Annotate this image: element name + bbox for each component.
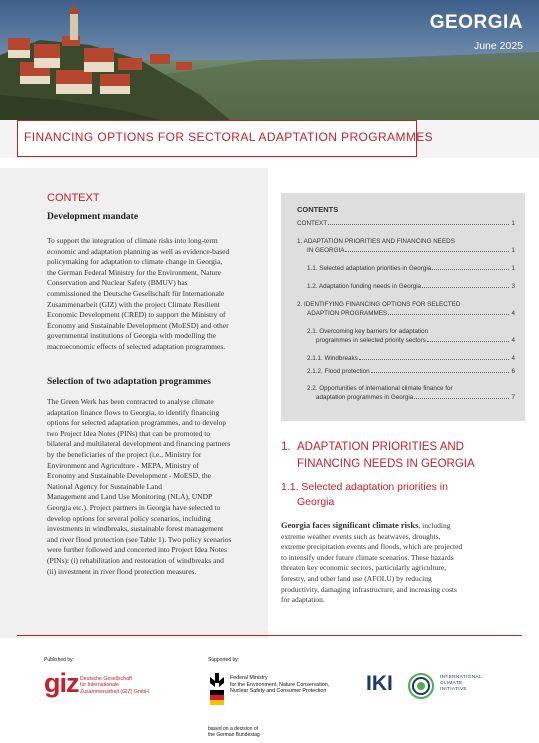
country-label: GEORGIA [429, 12, 523, 33]
iki-subtitle [440, 675, 482, 694]
publication-date: June 2025 [473, 40, 523, 52]
contents-item-label: 2. IDENTIFYING FINANCING OPTIONS FOR SELECTED [297, 301, 461, 308]
iki-subtitle-line: CLIMATE [440, 681, 463, 687]
contents-item[interactable] [307, 264, 515, 273]
contents-item[interactable] [307, 367, 515, 376]
mandate-line: Conservation and Nuclear Safety (BMUV) has [47, 278, 188, 288]
contents-title: CONTENTS [297, 205, 339, 214]
mandate-line: governmental institutions of Georgia with modelling the [47, 331, 217, 341]
paragraph-line: forestry, and other land use (AFOLU) by reducing [281, 573, 432, 583]
mandate-line: Economic Development (CRED) to support the Ministry of [47, 310, 226, 320]
supported-by-label: Supported by: [208, 657, 240, 663]
mandate-paragraph [47, 236, 261, 353]
selection-line: investments in windbreaks, sustainable forest management [47, 524, 224, 534]
paragraph-line: threaten key economic sectors, particularly agriculture, [281, 563, 447, 573]
paragraph-line: for adaptation. [281, 595, 325, 605]
subsection-1-1-line1: 1.1. Selected adaptation priorities in [281, 481, 448, 493]
bundestag-line: the German Bundestag [208, 732, 260, 739]
section-1-number: 1. [281, 441, 291, 453]
contents-item[interactable] [297, 237, 515, 255]
contents-item-label: 2.1. Overcoming key barriers for adaptation [307, 328, 429, 335]
contents-page-number: 6 [511, 368, 515, 375]
subsection-1-1-line2: Georgia [297, 496, 335, 508]
selection-line: develop options for several policy scenarios, including [47, 513, 211, 523]
contents-page-number: 7 [511, 394, 515, 402]
contents-page-number: 3 [511, 283, 515, 290]
selection-heading: Selection of two adaptation programmes [47, 377, 211, 387]
selection-line: National Agency for Sustainable Land [47, 481, 162, 491]
contents-item[interactable] [297, 219, 515, 228]
contents-item-label: 2.2. Opportunities of international climate finance for [307, 385, 453, 392]
giz-organisation [80, 676, 149, 695]
contents-item-label: programmes in selected priority sectors [316, 337, 426, 345]
selection-paragraph [47, 397, 261, 577]
contents-box [281, 193, 525, 421]
iki-circle-icon [406, 671, 436, 701]
iki-logo: IKI [366, 672, 393, 695]
contents-item-label: CONTEXT [297, 220, 328, 227]
contents-item-label: 1. ADAPTATION PRIORITIES AND FINANCING NEEDS [297, 238, 455, 245]
paragraph-line: productivity, damaging infrastructure, and increasing costs [281, 584, 457, 594]
paragraph-body [281, 532, 497, 606]
mandate-line: Economy and Sustainable Development (MoESD) and other [47, 320, 229, 330]
selection-line: Economy and Sustainable Development - MoESD, the [47, 471, 211, 481]
footer-divider [17, 635, 522, 636]
contents-item[interactable] [307, 354, 515, 363]
contents-item-label: adaptation programmes in Georgia [316, 394, 414, 402]
contents-leader [414, 393, 509, 399]
selection-line: Management and Land Use Monitoring (NLA), UNDP [47, 492, 213, 502]
contents-leader [388, 309, 509, 315]
published-by-label: Published by: [44, 657, 75, 663]
selection-line: bilateral and multilateral development and financing partners [47, 439, 231, 449]
page-title: FINANCING OPTIONS FOR SECTORAL ADAPTATION PROGRAMMES [24, 130, 434, 144]
contents-page-number: 1 [511, 265, 515, 272]
selection-line: adaptation finance flows to Georgia, to identify financing [47, 407, 220, 417]
selection-line: Georgia etc.). Project partners in Georgia have selected to [47, 502, 221, 512]
contents-leader [328, 219, 509, 225]
contents-page-number: 4 [511, 355, 515, 362]
iki-subtitle-line: INTERNATIONAL [440, 675, 482, 680]
contents-item-label: 1.2. Adaptation funding needs in Georgia [307, 283, 422, 290]
contents-page-number: 1 [511, 247, 515, 255]
contents-leader [371, 367, 510, 373]
selection-line: and river flood protection (see Table 1). Two policy scenarios [47, 534, 232, 544]
contents-item-label: ADAPTION PROGRAMMES [307, 310, 388, 318]
mandate-line: policymaking for adaptation to climate change in Georgia, [47, 257, 223, 267]
bundestag-note [208, 726, 260, 738]
mandate-line: the German Federal Ministry for the Environment, Nature [47, 267, 222, 277]
contents-item[interactable] [297, 300, 515, 318]
mandate-line: macroeconomic effects of selected adaptation programmes. [47, 341, 226, 351]
contents-leader [432, 264, 509, 270]
selection-line: (PINs): (i) rehabilitation and restoration of windbreaks and [47, 555, 224, 565]
contents-item[interactable] [307, 282, 515, 291]
paragraph-line: extreme weather events such as heatwaves, droughts, [281, 531, 441, 541]
selection-line: Environment and Agriculture - MEPA, Ministry of [47, 460, 199, 470]
context-heading: CONTEXT [47, 192, 100, 204]
mandate-line: Zusammenarbeit (GIZ) with the project Climate Resilient [47, 299, 220, 309]
paragraph-line: to intensify under future climate scenarios. These hazards [281, 552, 454, 562]
contents-item[interactable] [307, 384, 515, 402]
selection-line: two Project Idea Notes (PINs) that can be promoted to [47, 428, 211, 438]
selection-line: options for selected adaptation programmes, and to develop [47, 418, 227, 428]
selection-line: by the beneficiaries of the project (i.e., Ministry for [47, 449, 202, 459]
contents-item[interactable] [307, 327, 515, 345]
contents-item-label: 2.1.1. Windbreaks [307, 355, 358, 362]
giz-org-line: Deutsche Gesellschaft [80, 676, 132, 682]
selection-line: (ii) investment in river flood protection measures. [47, 566, 197, 576]
paragraph-lead: Georgia faces significant climate risks [281, 520, 419, 530]
selection-line: were further followed and concerted into Project Idea Notes [47, 545, 227, 555]
ministry-line: Federal Ministry [230, 675, 268, 681]
ministry-line: Nuclear Safety and Consumer Protection [230, 688, 327, 694]
bundestag-line: based on a decision of [208, 726, 259, 732]
selection-line: The Green Werk has been contracted to analyse climate [47, 397, 214, 406]
ministry-name [230, 675, 329, 695]
contents-page-number: 1 [511, 220, 515, 227]
mandate-line: commissioned the Deutsche Gesellschaft für Internationale [47, 288, 225, 298]
ministry-line: for the Environment, Nature Conservation, [230, 681, 330, 688]
contents-leader [345, 246, 509, 252]
paragraph-line: extreme precipitation events and floods, which are projected [281, 542, 463, 552]
section-1-title-line1: ADAPTATION PRIORITIES AND [297, 441, 464, 453]
paragraph-lead-rest: , including [418, 521, 451, 530]
contents-page-number: 4 [511, 337, 515, 345]
contents-leader [422, 282, 509, 288]
iki-subtitle-line: INITIATIVE [440, 687, 467, 693]
giz-org-line: Zusammenarbeit (GIZ) GmbH [80, 688, 149, 695]
contents-item-label: IN GEORGIA [307, 247, 345, 255]
eagle-emblem-icon [208, 673, 226, 707]
contents-leader [427, 336, 510, 342]
section-1-paragraph [281, 520, 497, 606]
contents-page-number: 4 [511, 310, 515, 318]
giz-org-line: für Internationale [80, 682, 119, 689]
section-1-heading [281, 439, 475, 473]
contents-item-label: 1.1. Selected adaptation priorities in Georgia [307, 265, 432, 272]
contents-leader [359, 354, 510, 360]
subsection-1-1-heading [281, 480, 448, 510]
section-1-title-line2: FINANCING NEEDS IN GEORGIA [297, 458, 475, 470]
contents-item-label: 2.1.2. Flood protection [307, 368, 370, 375]
mandate-line: economic and adaptation planning as well as evidence-based [47, 246, 230, 256]
giz-logo: giz [44, 668, 79, 698]
mandate-heading: Development mandate [47, 212, 139, 222]
mandate-line: To support the integration of climate risks into long-term [47, 236, 218, 245]
